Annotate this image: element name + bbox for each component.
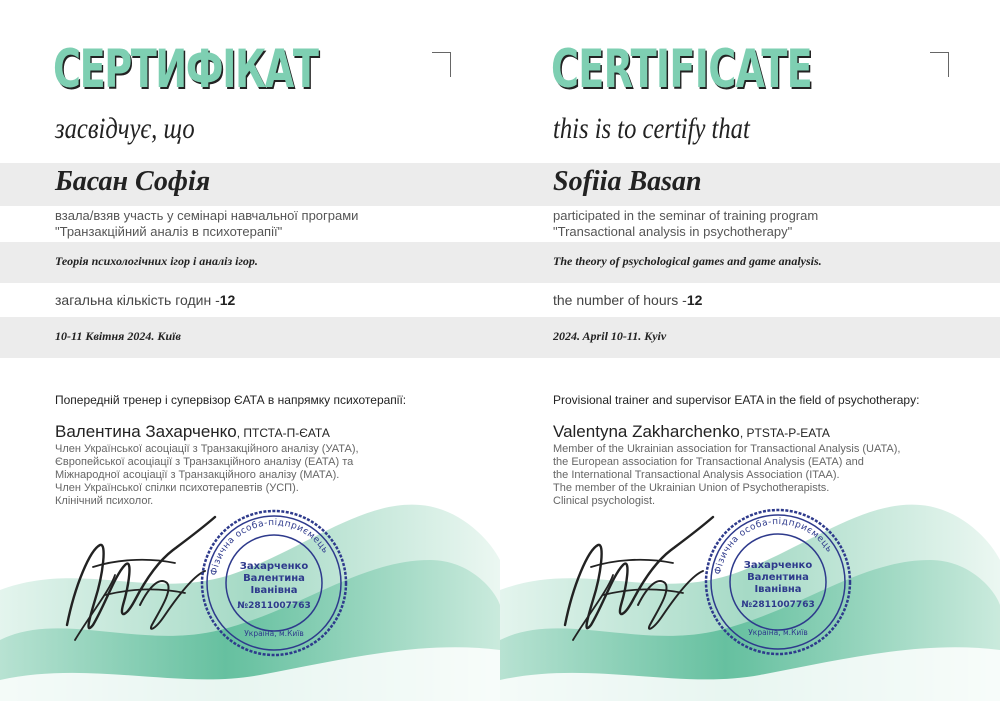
- stamp-name-line1: Захарченко: [239, 561, 309, 572]
- hours-value: 12: [219, 292, 236, 308]
- trainer-heading: Попередній тренер і супервізор ЄАТА в напрямку психотерапії:: [55, 393, 407, 407]
- stamp-ring-text: Фізична особа-підприємець: [713, 516, 835, 576]
- stamp-name-line1: Захарченко: [743, 560, 813, 571]
- hours-label: загальна кількість годин -: [55, 292, 220, 308]
- seminar-date: 2024. April 10-11. Kyiv: [553, 329, 667, 343]
- participation-line-2: "Транзакційний аналіз в психотерапії": [55, 224, 283, 239]
- certificate-title: CERTIFICATE: [551, 39, 812, 100]
- trainer-credentials: , PTSTA-P-EATA: [739, 426, 830, 440]
- credential-line: Міжнародної асоціації з Транзакційного аналізу (МАТА).: [55, 469, 340, 481]
- credential-line: the European association for Transactional Analysis (EATA) and: [553, 456, 864, 468]
- stamp-ring-text: Фізична особа-підприємець: [209, 517, 331, 577]
- hours-line: [553, 292, 702, 308]
- stamp-name-line3: Іванівна: [250, 585, 298, 596]
- credential-line: Європейської асоціації з Транзакційного аналізу (ЕАТА) та: [55, 456, 354, 468]
- stamp-city: Україна, м.Київ: [244, 629, 304, 638]
- participation-line-1: participated in the seminar of training program: [553, 208, 819, 223]
- trainer-name-line: [55, 422, 330, 442]
- credential-line: Член Української асоціації з Транзакційного аналізу (УАТА),: [55, 443, 359, 455]
- certificate-title: СЕРТИФІКАТ: [53, 39, 318, 100]
- seminar-date: 10-11 Квітня 2024. Київ: [55, 329, 181, 343]
- certify-subtitle: засвідчує, що: [55, 112, 195, 145]
- trainer-credentials: , ПТСТА-П-ЄАТА: [236, 426, 330, 440]
- participant-name: Sofiia Basan: [553, 166, 702, 197]
- participation-line-1: взала/взяв участь у семінарі навчальної програми: [55, 208, 359, 223]
- official-stamp-right: [703, 507, 853, 657]
- stamp-city: Україна, м.Київ: [748, 628, 808, 637]
- trainer-heading: Provisional trainer and supervisor EATA in the field of psychotherapy:: [553, 393, 920, 407]
- credential-line: Member of the Ukrainian association for Transactional Analysis (UATA),: [553, 443, 901, 455]
- trainer-name: Валентина Захарченко: [55, 422, 237, 441]
- stamp-number: №2811007763: [237, 601, 311, 611]
- official-stamp-left: [199, 508, 349, 658]
- credential-line: Clinical psychologist.: [553, 495, 656, 507]
- credential-line: the International Transactional Analysis Association (ITAA).: [553, 469, 840, 481]
- credential-line: The member of the Ukrainian Union of Psychotherapists.: [553, 482, 830, 494]
- seminar-topic: The theory of psychological games and game analysis.: [553, 254, 822, 268]
- hours-value: 12: [686, 292, 703, 308]
- stamp-name-line3: Іванівна: [754, 584, 802, 595]
- credential-line: Клінічний психолог.: [55, 495, 154, 507]
- stamp-name-line2: Валентина: [243, 573, 305, 584]
- hours-line: [55, 292, 235, 308]
- hours-label: the number of hours -: [553, 292, 687, 308]
- participant-name: Басан Софія: [55, 166, 211, 197]
- stamp-name-line2: Валентина: [747, 572, 809, 583]
- participation-line-2: "Transactional analysis in psychotherapy": [553, 224, 793, 239]
- credential-line: Член Української спілки психотерапевтів (УСП).: [55, 482, 299, 494]
- stamp-number: №2811007763: [741, 600, 815, 610]
- trainer-name-line: [553, 422, 830, 442]
- certify-subtitle: this is to certify that: [553, 112, 750, 145]
- trainer-name: Valentyna Zakharchenko: [553, 422, 740, 441]
- seminar-topic: Теорія психологічних ігор і аналіз ігор.: [55, 254, 258, 268]
